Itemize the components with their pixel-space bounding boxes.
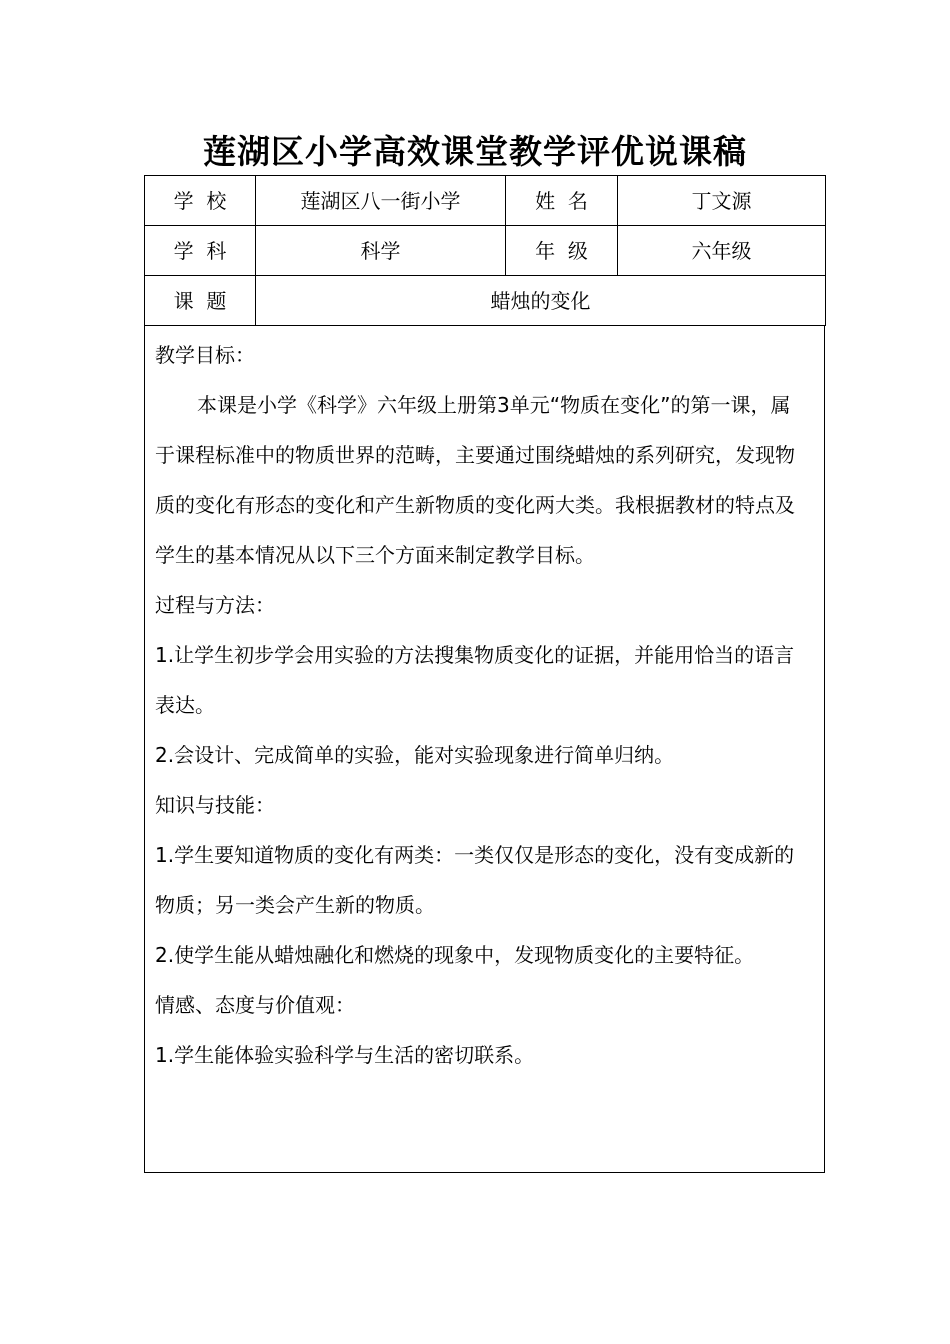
process-item-2: 2.会设计、完成简单的实验，能对实验现象进行简单归纳。	[155, 743, 675, 767]
knowledge-item-1: 1.学生要知道物质的变化有两类：一类仅仅是形态的变化，没有变成新的物质；另一类会产生新的物质。	[155, 843, 795, 917]
subject-value: 科学	[256, 226, 506, 276]
process-heading: 过程与方法：	[155, 593, 275, 617]
emotion-item-1: 1.学生能体验实验科学与生活的密切联系。	[155, 1043, 535, 1067]
name-label: 姓 名	[506, 176, 618, 226]
content-cell	[144, 325, 825, 1173]
school-label: 学 校	[145, 176, 256, 226]
grade-label: 年 级	[506, 226, 618, 276]
name-value: 丁文源	[618, 176, 826, 226]
table-row	[145, 176, 826, 226]
table-row	[145, 276, 826, 326]
info-table	[144, 175, 826, 326]
emotion-heading: 情感、态度与价值观：	[155, 993, 355, 1017]
table-row	[145, 226, 826, 276]
subject-label: 学 科	[145, 226, 256, 276]
topic-value: 蜡烛的变化	[256, 276, 826, 326]
grade-value: 六年级	[618, 226, 826, 276]
knowledge-heading: 知识与技能：	[155, 793, 275, 817]
process-item-1: 1.让学生初步学会用实验的方法搜集物质变化的证据，并能用恰当的语言表达。	[155, 643, 795, 717]
topic-label: 课 题	[145, 276, 256, 326]
goals-heading: 教学目标：	[155, 343, 255, 367]
document-title: 莲湖区小学高效课堂教学评优说课稿	[203, 132, 747, 171]
intro-paragraph: 本课是小学《科学》六年级上册第3单元“物质在变化”的第一课，属于课程标准中的物质世界的范畴，主要通过围绕蜡烛的系列研究，发现物质的变化有形态的变化和产生新物质的变化两大类。我根据教材的特点及学生的基本情况从以下三个方面来制定教学目标。	[155, 393, 795, 567]
knowledge-item-2: 2.使学生能从蜡烛融化和燃烧的现象中，发现物质变化的主要特征。	[155, 943, 755, 967]
school-value: 莲湖区八一街小学	[256, 176, 506, 226]
